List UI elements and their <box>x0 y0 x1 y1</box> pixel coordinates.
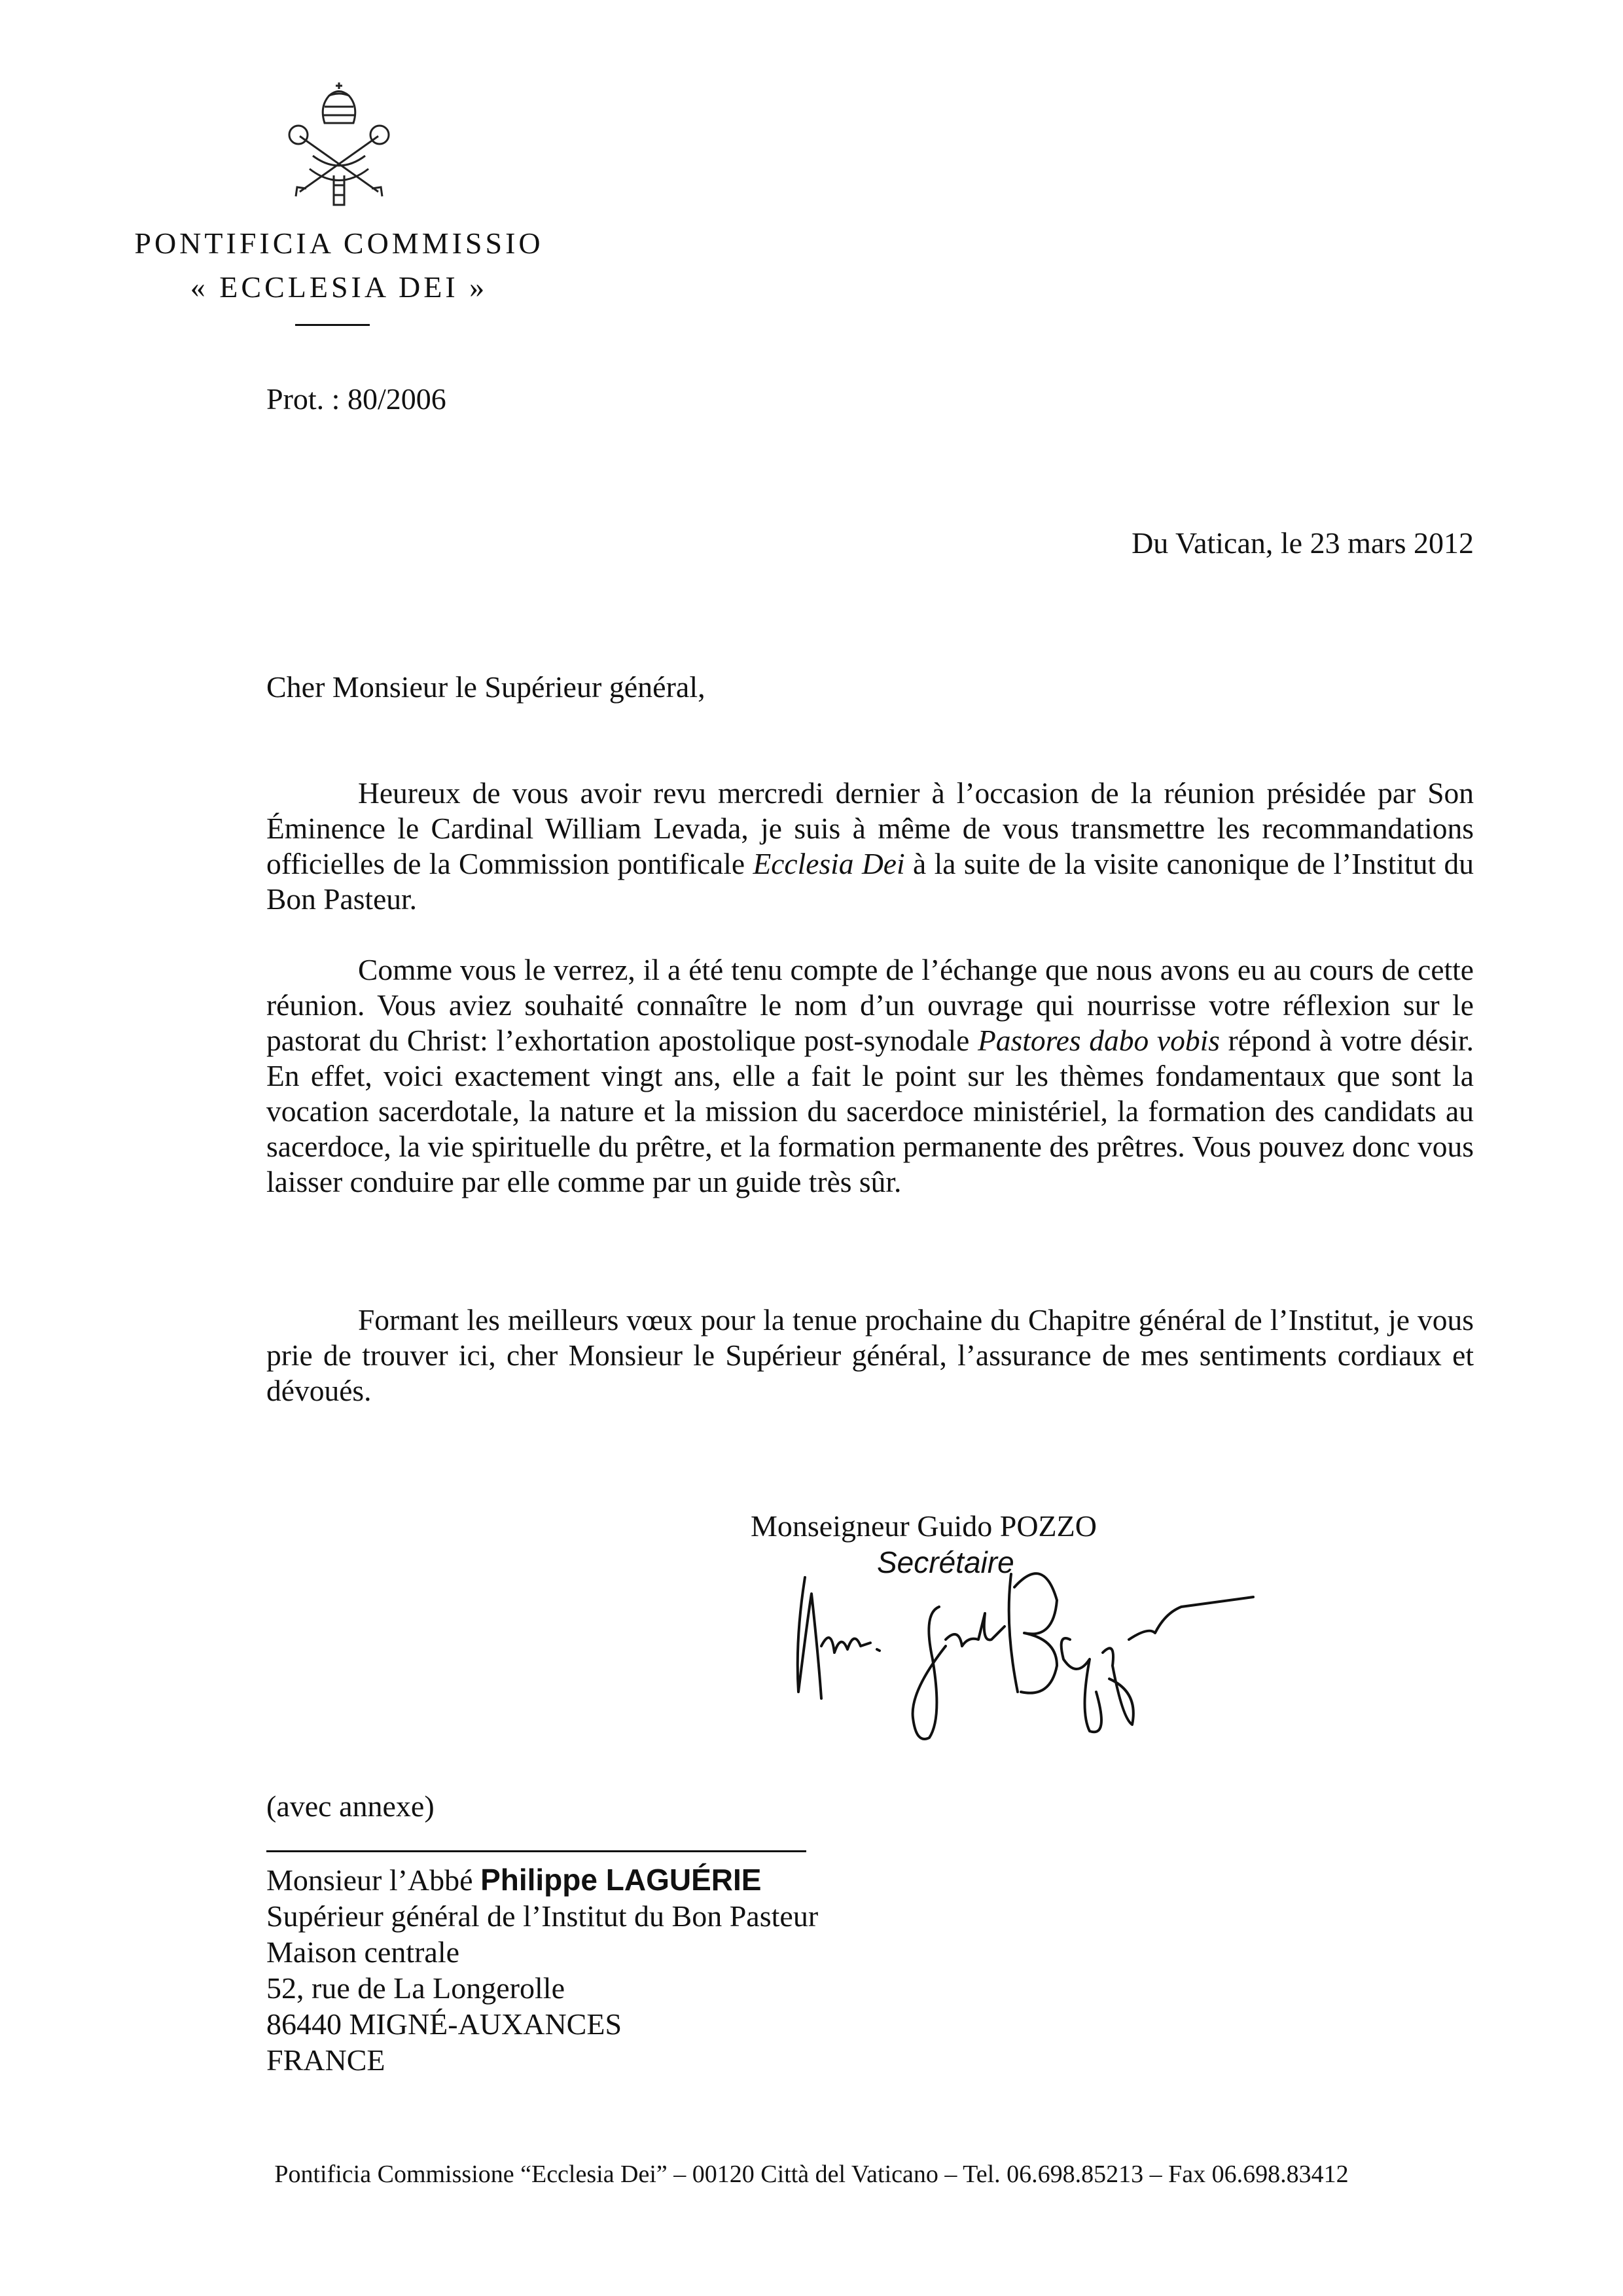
signatory-title: Secrétaire <box>877 1545 1014 1579</box>
body-paragraph-1: Heureux de vous avoir revu mercredi dernier à l’occasion de la réunion présidée par Son Éminence le Cardinal William Levada, je suis à même de vous transmettre les recommandations officielles de la Commission pontificale Ecclesia Dei à la suite de la visite canonique de l’Institut du Bon Pasteur. <box>266 776 1474 916</box>
recipient-line: 52, rue de La Longerolle <box>266 1971 565 2005</box>
annex-note: (avec annexe) <box>266 1789 435 1823</box>
letterhead-line-2: « ECCLESIA DEI » <box>190 270 488 304</box>
recipient-line: 86440 MIGNÉ-AUXANCES <box>266 2007 622 2041</box>
salutation: Cher Monsieur le Supérieur général, <box>266 670 705 704</box>
letterhead-line-1: PONTIFICIA COMMISSIO <box>134 226 544 260</box>
letter-date: Du Vatican, le 23 mars 2012 <box>1132 526 1474 560</box>
body-paragraph-3: Formant les meilleurs vœux pour la tenue prochaine du Chapitre général de l’Institut, je vous prie de trouver ici, cher Monsieur le Supérieur général, l’assurance de mes sentiments cordiaux et dévoués. <box>266 1303 1474 1407</box>
address-divider <box>266 1850 806 1852</box>
footer-contact: Pontificia Commissione “Ecclesia Dei” – 00120 Città del Vaticano – Tel. 06.698.85213 – Fax 06.698.83412 <box>274 2161 1349 2188</box>
signatory-name: Monseigneur Guido POZZO <box>751 1509 1097 1543</box>
recipient-line: Maison centrale <box>266 1935 460 1969</box>
recipient-name-line: Monsieur l’Abbé Philippe LAGUÉRIE <box>266 1863 762 1897</box>
recipient-line: FRANCE <box>266 2043 385 2077</box>
handwritten-signature <box>782 1561 1358 1751</box>
letterhead-divider <box>295 324 370 326</box>
body-paragraph-2: Comme vous le verrez, il a été tenu compte de l’échange que nous avons eu au cours de cette réunion. Vous aviez souhaité connaître le nom d’un ouvrage qui nourrisse votre réflexion sur le pastorat du Christ: l’exhortation apostolique post-synodale Pastores dabo vobis répond à votre désir. En effet, voici exactement vingt ans, elle a fait le point sur les thèmes fondamentaux que sont la vocation sacerdotale, la nature et la mission du sacerdoce ministériel, la formation des candidats au sacerdoce, la vie spirituelle du prêtre, et la formation permanente des prêtres. Vous pouvez donc vous laisser conduire par elle comme par un guide très sûr. <box>266 953 1474 1198</box>
recipient-line: Supérieur général de l’Institut du Bon Pasteur <box>266 1899 819 1933</box>
papal-crest-icon <box>274 77 404 208</box>
recipient-address <box>266 1862 818 2078</box>
protocol-reference: Prot. : 80/2006 <box>266 382 446 416</box>
